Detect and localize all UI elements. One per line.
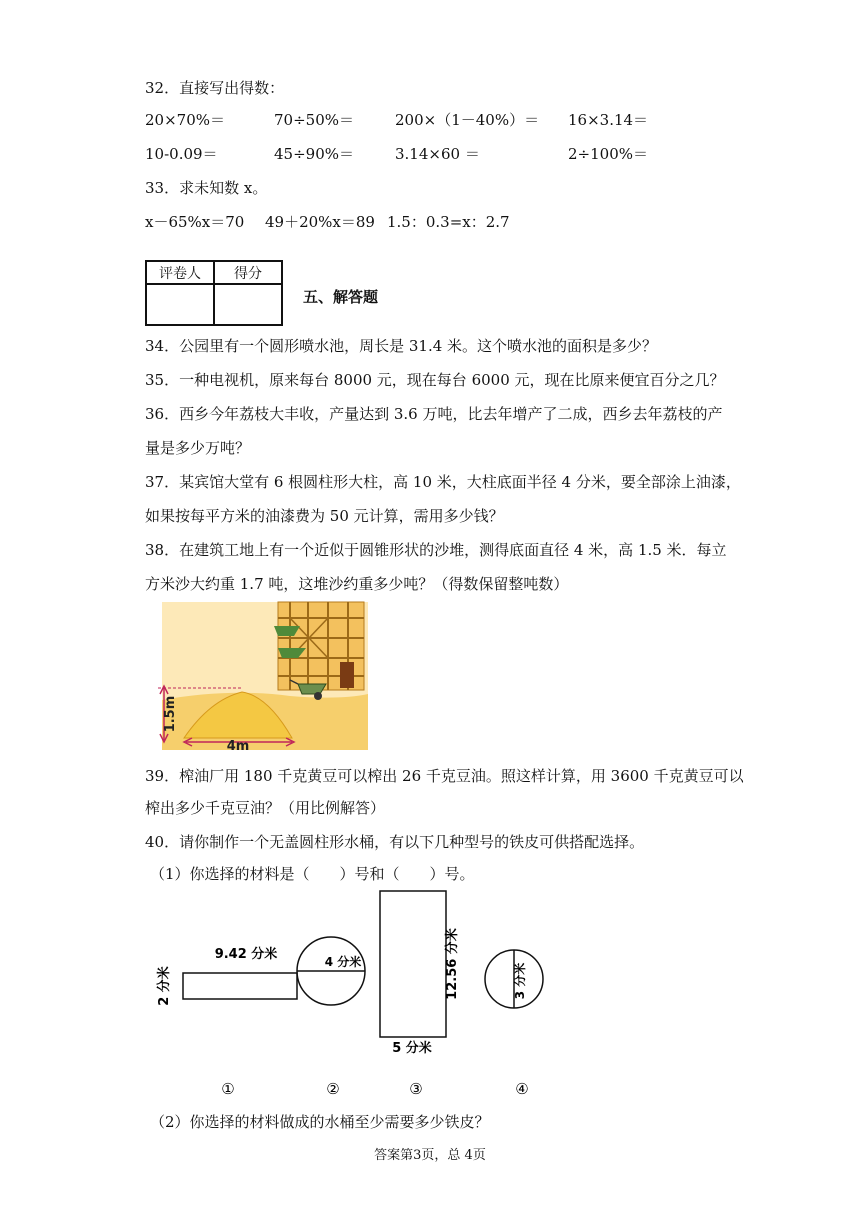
sheet-1-length: 9.42 分米: [214, 947, 278, 962]
score-cell: [214, 284, 282, 325]
sheet-4-diameter-label: 3 分米: [513, 962, 527, 1000]
q40-sub2: （2）你选择的材料做成的水桶至少需要多少铁皮？: [150, 1113, 490, 1131]
iron-sheets-figure: [150, 888, 570, 1108]
calc-item: 3.14×60 ＝: [395, 145, 480, 163]
sheet-4-label: ④: [515, 1080, 529, 1098]
sheet-1-width: 2 分米: [157, 966, 172, 1006]
q33-title: 33．求未知数 x。: [145, 179, 268, 197]
equation: x－65%x＝70: [145, 213, 245, 231]
calc-item: 16×3.14＝: [568, 111, 649, 129]
width-label: 4m: [226, 739, 250, 752]
q40-title: 40．请你制作一个无盖圆柱形水桶，有以下几种型号的铁皮可供搭配选择。: [145, 833, 645, 851]
sheet-1-label: ①: [221, 1080, 235, 1098]
calc-item: 10-0.09＝: [145, 145, 218, 163]
calc-item: 20×70%＝: [145, 111, 225, 129]
q34-text: 34．公园里有一个圆形喷水池，周长是 31.4 米。这个喷水池的面积是多少？: [145, 337, 658, 355]
q38-line1: 38．在建筑工地上有一个近似于圆锥形状的沙堆，测得底面直径 4 米，高 1.5 米．每立: [145, 541, 727, 559]
calc-item: 200×（1－40%）＝: [395, 111, 540, 129]
sheet-3-rectangle: [380, 891, 446, 1037]
equation: 49＋20%x＝89: [265, 213, 375, 231]
sheet-1-rectangle: [183, 973, 297, 999]
q36-line1: 36．西乡今年荔枝大丰收，产量达到 3.6 万吨，比去年增产了二成，西乡去年荔枝的产: [145, 405, 723, 423]
equation: 1.5：0.3=x：2.7: [387, 213, 510, 231]
q40-sub1: （1）你选择的材料是（ ）号和（ ）号。: [150, 865, 475, 883]
section-title: 五、解答题: [303, 288, 379, 306]
height-label: 1.5m: [163, 695, 178, 733]
sheet-3-length: 12.56 分米: [445, 928, 460, 1000]
calc-item: 45÷90%＝: [274, 145, 354, 163]
sheet-3-width: 5 分米: [392, 1041, 432, 1056]
score-table: [145, 260, 283, 326]
sheet-2-diameter-label: 4 分米: [324, 955, 362, 969]
q39-line1: 39．榨油厂用 180 千克黄豆可以榨出 26 千克豆油。照这样计算，用 3600 千克黄豆可以: [145, 767, 744, 785]
scaffolding: [274, 602, 364, 690]
grader-cell: [146, 284, 214, 325]
sheet-3-label: ③: [409, 1080, 423, 1098]
q32-title: 32．直接写出得数：: [145, 79, 285, 97]
score-header: 得分: [214, 261, 282, 284]
q39-line2: 榨出多少千克豆油？（用比例解答）: [145, 799, 386, 817]
sand-pile-figure: [150, 600, 370, 752]
q38-line2: 方米沙大约重 1.7 吨，这堆沙约重多少吨？（得数保留整吨数）: [145, 575, 569, 593]
q35-text: 35．一种电视机，原来每台 8000 元，现在每台 6000 元，现在比原来便宜百分之几？: [145, 371, 725, 389]
sheet-2-label: ②: [326, 1080, 340, 1098]
page-footer: 答案第3页，总 4页: [374, 1148, 486, 1163]
grader-header: 评卷人: [146, 261, 214, 284]
calc-item: 2÷100%＝: [568, 145, 648, 163]
calc-item: 70÷50%＝: [274, 111, 354, 129]
q37-line1: 37．某宾馆大堂有 6 根圆柱形大柱，高 10 米，大柱底面半径 4 分米，要全部涂上油漆，: [145, 473, 741, 491]
q36-line2: 量是多少万吨？: [145, 439, 251, 457]
q37-line2: 如果按每平方米的油漆费为 50 元计算，需用多少钱？: [145, 507, 504, 525]
